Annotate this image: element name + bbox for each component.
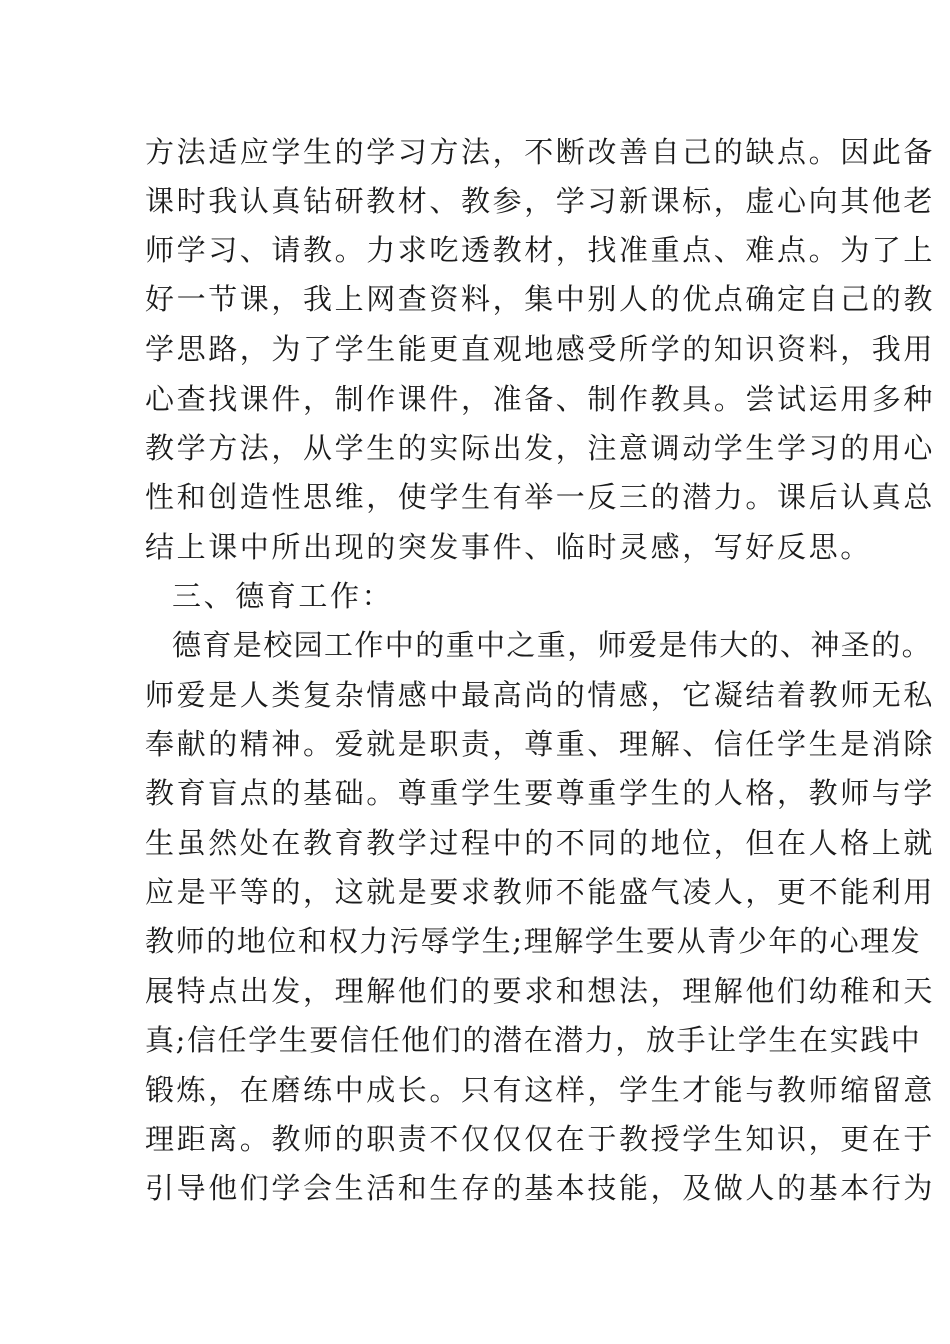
text-line: 师学习、请教。力求吃透教材，找准重点、难点。为了上 — [145, 233, 936, 267]
text-line: 教师的地位和权力污辱学生;理解学生要从青少年的心理发 — [145, 924, 922, 958]
text-line: 学思路，为了学生能更直观地感受所学的知识资料，我用 — [145, 332, 936, 366]
text-line: 应是平等的，这就是要求教师不能盛气凌人，更不能利用 — [145, 875, 936, 909]
text-line: 真;信任学生要信任他们的潜在潜力，放手让学生在实践中 — [145, 1023, 922, 1057]
text-line: 心查找课件，制作课件，准备、制作教具。尝试运用多种 — [145, 382, 936, 416]
text-line: 生虽然处在教育教学过程中的不同的地位，但在人格上就 — [145, 826, 936, 860]
paragraph-first-line: 德育是校园工作中的重中之重，师爱是伟大的、神圣的。 — [172, 628, 933, 662]
text-line: 方法适应学生的学习方法，不断改善自己的缺点。因此备 — [145, 135, 936, 169]
text-line: 结上课中所出现的突发事件、临时灵感，写好反思。 — [145, 530, 872, 564]
text-line: 师爱是人类复杂情感中最高尚的情感，它凝结着教师无私 — [145, 678, 936, 712]
text-line: 锻炼，在磨练中成长。只有这样，学生才能与教师缩留意 — [145, 1073, 936, 1107]
text-line: 引导他们学会生活和生存的基本技能，及做人的基本行为 — [145, 1171, 936, 1205]
text-line: 奉献的精神。爱就是职责，尊重、理解、信任学生是消除 — [145, 727, 936, 761]
section-heading: 三、德育工作： — [172, 579, 394, 613]
text-line: 好一节课，我上网查资料，集中别人的优点确定自己的教 — [145, 282, 936, 316]
text-line: 教育盲点的基础。尊重学生要尊重学生的人格，教师与学 — [145, 776, 936, 810]
text-line: 教学方法，从学生的实际出发，注意调动学生学习的用心 — [145, 431, 936, 465]
text-line: 理距离。教师的职责不仅仅仅在于教授学生知识，更在于 — [145, 1122, 936, 1156]
text-line: 展特点出发，理解他们的要求和想法，理解他们幼稚和天 — [145, 974, 936, 1008]
text-line: 性和创造性思维，使学生有举一反三的潜力。课后认真总 — [145, 480, 936, 514]
text-line: 课时我认真钻研教材、教参，学习新课标，虚心向其他老 — [145, 184, 936, 218]
